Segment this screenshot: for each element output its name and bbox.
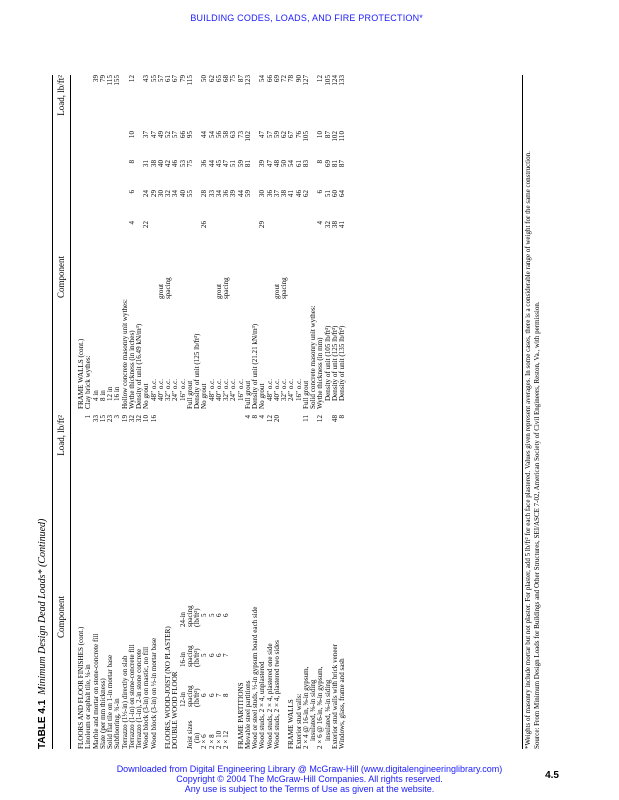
grout-label: grout [272, 284, 281, 299]
wythe-value: 81 [243, 160, 252, 168]
row-load: 8 [338, 415, 346, 419]
row-load: 67 [171, 75, 180, 83]
row-label: 16″ o.c. [178, 378, 187, 401]
wythe-value: 38 [149, 160, 158, 168]
wythe-value: 46 [171, 160, 180, 168]
grout-label: grout [214, 284, 223, 299]
joist-value: 5 [207, 613, 216, 617]
row-label: Movable steel partitions [243, 680, 252, 749]
wythe-value: 38 [280, 190, 288, 198]
wythe-value: 47 [222, 160, 230, 168]
row-label: 24″ o.c. [287, 378, 296, 401]
joist-head: (lb/ft²) [193, 688, 201, 707]
table-row [296, 75, 303, 409]
row-label: Full grout [301, 380, 310, 409]
header-rule [70, 75, 71, 749]
table-row [85, 75, 92, 409]
joist-head: spacing [185, 685, 194, 707]
row-label: Terrazzo (1-in), 2-in stone concrete [135, 648, 143, 749]
row-label: 40″ o.c. [272, 378, 281, 401]
wythe-value: 66 [178, 131, 187, 139]
wythe-value: 30 [156, 190, 165, 198]
row-load: 11 [301, 415, 310, 422]
wythe-value: 62 [280, 131, 288, 139]
row-label: No grout [142, 383, 151, 409]
table-caption: Minimum Design Dead Loads* (Continued) [37, 518, 48, 695]
row-load: 124 [330, 75, 339, 86]
wythe-value: 32 [164, 190, 172, 198]
row-label: 32″ o.c. [222, 378, 230, 401]
wythe-value: 62 [301, 190, 310, 198]
row-load: 33 [91, 415, 100, 423]
table-row [209, 75, 216, 409]
table-row [201, 75, 208, 409]
wythe-value: 57 [171, 131, 180, 139]
wythe-value: 75 [185, 160, 194, 168]
row-label: Density of unit (125 lb/ft³) [193, 333, 201, 409]
wythe-value: 42 [164, 160, 172, 168]
row-label: No grout [258, 383, 267, 409]
joist-value: 7 [214, 693, 223, 697]
row-label: 32″ o.c. [280, 378, 288, 401]
wythe-value: 44 [207, 160, 216, 168]
wythe-value: 8 [316, 160, 325, 164]
wythe-value: 24 [142, 190, 151, 198]
wythe-value: 36 [265, 190, 274, 198]
wythe-value: 51 [229, 160, 238, 168]
table-row [136, 75, 143, 409]
wythe-value: 41 [338, 221, 346, 229]
row-label: Hollow concrete masonry unit wythes: [120, 299, 129, 409]
wythe-value: 40 [156, 160, 165, 168]
wythe-value: 10 [127, 131, 136, 139]
wythe-value: 44 [236, 190, 245, 198]
row-label: Terrazzo (1-in) on stone-concrete fill [127, 644, 136, 749]
wythe-value: 6 [127, 190, 136, 194]
wythe-value: 6 [316, 190, 325, 194]
wythe-value: 67 [287, 131, 296, 139]
wythe-value: 45 [214, 160, 223, 168]
row-label: Wood block (3-in) on ½-in mortar base [149, 637, 158, 749]
wythe-value: 34 [171, 190, 180, 198]
row-load: 66 [265, 75, 274, 83]
wythe-value: 102 [330, 131, 339, 142]
wythe-value: 47 [258, 131, 267, 139]
wythe-value: 50 [280, 160, 288, 168]
wythe-value: 33 [207, 190, 216, 198]
row-label: 48″ o.c. [207, 378, 216, 401]
row-load: 23 [106, 415, 114, 423]
row-load: 16 [149, 415, 158, 423]
table-row [172, 75, 179, 409]
wythe-value: 59 [272, 131, 281, 139]
wythe-value: 39 [258, 160, 267, 168]
footer-line-3: Any use is subject to the Terms of Use as given at the website. [184, 784, 435, 794]
joist-size: 2 × 12 [222, 730, 230, 749]
joist-value: 6 [214, 653, 223, 657]
table-row [165, 75, 172, 409]
wythe-value: 53 [178, 160, 187, 168]
wythe-value: 32 [323, 221, 332, 229]
row-load: 39 [91, 75, 100, 83]
row-load: 123 [243, 75, 252, 86]
table-row [107, 75, 114, 409]
wythe-value: 22 [142, 221, 151, 229]
row-load: 12 [265, 415, 274, 423]
joist-size: 2 × 8 [207, 734, 216, 749]
wythe-value: 47 [265, 160, 274, 168]
row-load: 115 [106, 75, 114, 86]
wythe-value: 54 [287, 160, 296, 168]
wythe-value: 49 [156, 131, 165, 139]
rotated-table [36, 75, 569, 749]
table-row [158, 75, 165, 409]
row-label: 2 × 4 @ 16-in, ⅝-in gypsum, [301, 666, 310, 749]
row-load: 69 [272, 75, 281, 83]
row-label: Exterior stud walls with brick veneer [330, 644, 339, 749]
row-load: 72 [280, 75, 288, 83]
wythe-value: 41 [287, 190, 296, 198]
table-row [223, 75, 230, 409]
row-load: 133 [338, 75, 346, 86]
row-label: 16 in [113, 386, 122, 401]
wythe-value: 58 [222, 131, 230, 139]
wythe-value: 37 [272, 190, 281, 198]
wythe-value: 38 [330, 221, 339, 229]
table-row [201, 415, 208, 749]
wythe-value: 105 [301, 131, 310, 142]
row-label: 40″ o.c. [156, 378, 165, 401]
row-load: 65 [214, 75, 223, 83]
wythe-value: 61 [294, 160, 303, 168]
row-label: Terrazzo (1½-in) directly on slab [120, 655, 129, 749]
right-rows [78, 75, 346, 409]
row-load: 12 [316, 415, 325, 423]
table-row [100, 75, 107, 409]
row-label: DOUBLE WOOD FLOOR [171, 671, 180, 749]
row-label: 48″ o.c. [265, 378, 274, 401]
top-rule [52, 75, 53, 749]
left-column-head [54, 415, 68, 749]
row-label: 16″ o.c. [236, 378, 245, 401]
row-label: Density of unit (125 lb/ft³) [330, 325, 339, 401]
row-label: 40″ o.c. [214, 378, 223, 401]
footer-line-1: Downloaded from Digital Engineering Library @ McGraw-Hill (www.digitalengineeringlibrary.com) [116, 764, 503, 774]
table-row [223, 415, 230, 749]
table-row [93, 75, 100, 409]
joist-value: 5 [200, 613, 209, 617]
row-load: 20 [272, 415, 281, 423]
row-label: 24″ o.c. [229, 378, 238, 401]
row-label: 2 × 6 @ 16-in, ⅝-in gypsum, [316, 666, 325, 749]
joist-value: 6 [214, 613, 223, 617]
joist-head: spacing [185, 645, 194, 667]
grout-label: spacing [222, 277, 230, 299]
column-component-label: Component [56, 596, 66, 638]
row-label: FLOORS AND FLOOR FINISHES (cont.) [77, 626, 85, 749]
column-load-label: Load, lb/ft² [56, 415, 66, 456]
joist-head: (lb/ft²) [193, 608, 201, 627]
wythe-value: 4 [127, 221, 136, 225]
row-load: 55 [149, 75, 158, 83]
row-load: 8 [251, 415, 259, 419]
row-label: Density of unit (135 lb/ft³) [338, 325, 346, 401]
table-row [194, 415, 201, 749]
table-row [194, 75, 201, 409]
wythe-value: 34 [214, 190, 223, 198]
row-load: 4 [258, 415, 267, 419]
wythe-value: 28 [200, 190, 209, 198]
wythe-value: 39 [229, 190, 238, 198]
row-label: insulated, ⅜-in siding [323, 679, 332, 741]
row-load: 61 [164, 75, 172, 83]
table-row [151, 415, 158, 749]
row-load: 105 [323, 75, 332, 86]
wythe-value: 40 [178, 190, 187, 198]
wythe-value: 95 [185, 131, 194, 139]
running-header: BUILDING CODES, LOADS, AND FIRE PROTECTION* [190, 13, 423, 23]
wythe-value: 59 [243, 190, 252, 198]
wythe-value: 29 [149, 190, 158, 198]
wythe-value: 29 [258, 221, 267, 229]
row-label: Full grout [243, 380, 252, 409]
row-label: FLOORS, WOOD-JOIST (NO PLASTER) [164, 626, 172, 749]
joist-value: 8 [222, 693, 230, 697]
row-label: No grout [200, 383, 209, 409]
row-label: FRAME WALLS [287, 699, 296, 749]
page-number: 4.5 [545, 770, 559, 781]
wythe-value: 64 [338, 190, 346, 198]
left-rows [78, 415, 346, 749]
row-label: Full grout [185, 380, 194, 409]
row-label: 12 in [106, 386, 114, 401]
row-load: 4 [243, 415, 252, 419]
joist-value: 6 [222, 613, 230, 617]
row-load: 32 [127, 415, 136, 423]
footnote: *Weights of masonry include mortar but not plaster. For plaster, add 5 lb/ft² for each face plastered. Values given represent averages. In some cases, there is a considerable range of weight for the same construction. [524, 151, 532, 749]
wythe-value: 48 [272, 160, 281, 168]
joist-value: 6 [207, 653, 216, 657]
wythe-value: 30 [258, 190, 267, 198]
joist-head: spacing [185, 605, 194, 627]
row-load: 62 [207, 75, 216, 83]
wythe-value: 4 [316, 221, 325, 225]
table-row [259, 75, 266, 409]
right-column-head [54, 75, 68, 409]
table-title [36, 519, 49, 749]
row-label: insulated, ⅜-in siding [309, 679, 317, 741]
row-label: Density of unit (16.49 kN/m³) [135, 323, 143, 409]
row-label: Windows, glass, frame and sash [338, 658, 346, 749]
row-load: 15 [98, 415, 107, 423]
joist-head: (in) [193, 732, 201, 743]
grout-label: spacing [280, 277, 288, 299]
row-load: 19 [120, 415, 129, 423]
joist-head: 24-in [178, 612, 187, 627]
row-label: 24″ o.c. [171, 378, 180, 401]
wythe-value: 56 [214, 131, 223, 139]
table-row [209, 415, 216, 749]
wythe-value: 110 [338, 131, 346, 142]
row-label: 4 in [91, 390, 100, 401]
table-row [339, 415, 346, 749]
row-label: Wood studs, 2 × 4, plastered one side [265, 643, 274, 749]
wythe-value: 8 [127, 160, 136, 164]
wythe-value: 26 [200, 221, 209, 229]
left-column [54, 415, 346, 749]
wythe-value: 76 [294, 131, 303, 139]
wythe-value: 57 [265, 131, 274, 139]
row-load: 54 [258, 75, 267, 83]
row-label: Clay brick wythes: [84, 355, 93, 409]
row-label: Solid concrete masonry unit wythes: [309, 305, 317, 409]
row-load: 75 [229, 75, 238, 83]
row-load: 10 [142, 415, 151, 423]
row-load: 12 [316, 75, 325, 83]
wythe-value: 63 [229, 131, 238, 139]
table-row [216, 75, 223, 409]
table-row [339, 75, 346, 409]
row-load: 90 [294, 75, 303, 83]
row-load: 1 [84, 415, 93, 419]
row-load: 127 [301, 75, 310, 86]
grout-label: grout [156, 284, 165, 299]
joist-value: 6 [207, 693, 216, 697]
row-label: Wythe thickness (in inches) [127, 330, 136, 409]
table-row [151, 75, 158, 409]
row-label: Wood block (3-in) on mastic, no fill [142, 646, 151, 749]
table-row [252, 75, 259, 409]
wythe-value: 36 [200, 160, 209, 168]
table-row [267, 75, 274, 409]
wythe-value: 46 [294, 190, 303, 198]
column-component-label: Component [56, 256, 66, 298]
wythe-value: 59 [236, 160, 245, 168]
row-load: 68 [222, 75, 230, 83]
row-load: 57 [156, 75, 165, 83]
grout-label: spacing [164, 277, 172, 299]
wythe-value: 10 [316, 131, 325, 139]
table-row [143, 75, 150, 409]
table-number: TABLE 4.1 [37, 699, 48, 749]
wythe-value: 44 [200, 131, 209, 139]
row-label: Wood studs, 2 × 4, unplastered [258, 661, 267, 749]
column-load-label: Load, lb/ft² [56, 75, 66, 116]
row-load: 78 [287, 75, 296, 83]
wythe-value: 73 [236, 131, 245, 139]
row-load: 79 [98, 75, 107, 83]
wythe-value: 36 [222, 190, 230, 198]
row-load: 12 [127, 75, 136, 83]
row-label: Wood or steel studs, ½-in gypsum board each side [251, 606, 259, 749]
row-load: 155 [113, 75, 122, 86]
joist-value: 5 [200, 653, 209, 657]
row-load: 87 [236, 75, 245, 83]
table-row [180, 75, 187, 409]
table-row [238, 75, 245, 409]
table-row [274, 75, 281, 409]
row-label: Subflooring, ¾-in [113, 698, 122, 749]
wythe-value: 55 [185, 190, 194, 198]
wythe-value: 81 [330, 160, 339, 168]
wythe-value: 31 [142, 160, 151, 168]
row-label: 8 in [98, 390, 107, 401]
row-label: Density of unit (21.21 kN/m³) [251, 323, 259, 409]
row-label: 48″ o.c. [149, 378, 158, 401]
table-row [288, 75, 295, 409]
row-label: Exterior stud walls: [294, 693, 303, 749]
wythe-value: 87 [338, 160, 346, 168]
row-load: 115 [185, 75, 194, 86]
row-label: Density of unit (105 lb/ft³) [323, 325, 332, 401]
row-label: Linoleum or asphalt tile, ¼-in [84, 664, 93, 749]
row-label: 32″ o.c. [164, 378, 172, 401]
joist-size: 2 × 10 [214, 730, 223, 749]
wythe-value: 102 [243, 131, 252, 142]
joist-head: (lb/ft²) [193, 648, 201, 667]
wythe-value: 52 [164, 131, 172, 139]
joist-size: 2 × 6 [200, 734, 209, 749]
joist-value: 7 [222, 653, 230, 657]
table-notes [524, 75, 541, 749]
wythe-value: 60 [330, 190, 339, 198]
row-load: 32 [135, 415, 143, 423]
row-label: Wythe thickness (in mm) [316, 337, 325, 409]
joist-head: 16-in [178, 652, 187, 667]
row-load: 3 [113, 415, 122, 419]
row-label: Marble and mortar on stone-concrete fill [91, 633, 100, 749]
table-row [281, 75, 288, 409]
row-label: Wood studs, 2 × 4, plastered two sides [272, 640, 281, 749]
row-load: 43 [142, 75, 151, 83]
joist-value: 6 [200, 693, 209, 697]
right-column [54, 75, 346, 409]
row-label: Solid flat tile on 1-in mortar base [106, 654, 114, 749]
row-label: 16″ o.c. [294, 378, 303, 401]
wythe-value: 83 [301, 160, 310, 168]
row-label: FRAME PARTITIONS [236, 682, 245, 749]
wythe-value: 37 [142, 131, 151, 139]
wythe-value: 87 [323, 131, 332, 139]
wythe-value: 54 [207, 131, 216, 139]
footer-line-2: Copyright © 2004 The McGraw-Hill Companies. All rights reserved. [176, 774, 443, 784]
bottom-rule [522, 75, 523, 749]
table-row [230, 75, 237, 409]
row-load: 48 [330, 415, 339, 423]
wythe-value: 51 [323, 190, 332, 198]
wythe-value: 47 [149, 131, 158, 139]
source-note: Source: From Minimum Design Loads for Buildings and Other Structures, SEI/ASCE 7-02, American Society of Civil Engineers, Reston, Va., with permission. [532, 301, 541, 749]
wythe-value: 69 [323, 160, 332, 168]
joist-head: Joist sizes [185, 720, 194, 749]
joist-head: 12-in [178, 692, 187, 707]
row-label: Slate (per mm thickness) [98, 678, 107, 749]
row-label: FRAME WALLS (cont.) [77, 338, 85, 409]
row-load: 79 [178, 75, 187, 83]
table-row [274, 415, 281, 749]
row-load: 50 [200, 75, 209, 83]
table-row [216, 415, 223, 749]
